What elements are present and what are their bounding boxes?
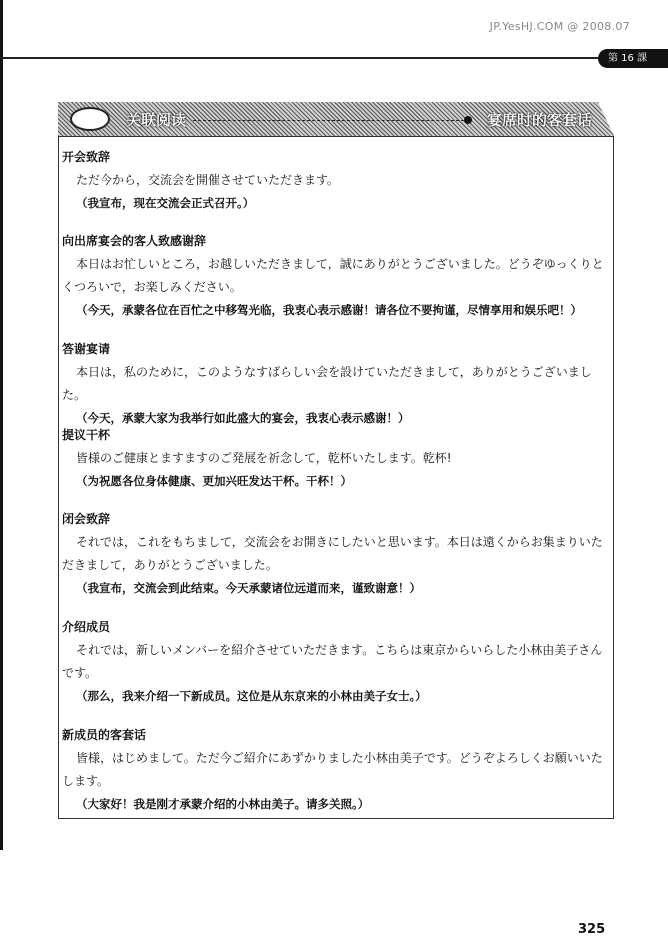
section-heading: 闭会致辞	[62, 512, 111, 526]
section-toast	[62, 424, 607, 493]
box-header	[58, 102, 614, 137]
japanese-text: 本日は，私のために，このようなすばらしい会を設けていただきまして，ありがとうございました。	[62, 365, 592, 402]
japanese-text: それでは，これをもちまして，交流会をお開きにしたいと思います。本日は遠くからお集まりいただきまして，ありがとうございました。	[62, 535, 603, 572]
dashed-divider	[193, 120, 464, 121]
chinese-translation: （我宣布，现在交流会正式召开。）	[76, 196, 255, 210]
japanese-text: それでは，新しいメンバーを紹介させていただきます。こちらは東京からいらした小林由美子さんです。	[62, 643, 603, 680]
page-number: 325	[578, 922, 606, 937]
japanese-text: 皆様のご健康とますますのご発展を祈念して，乾杯いたします。乾杯!	[76, 451, 452, 465]
section-reply-thanks	[62, 338, 607, 430]
section-heading: 向出席宴会的客人致感谢辞	[62, 234, 207, 248]
section-introduce-member	[62, 616, 607, 708]
chinese-translation: （大家好！我是刚才承蒙介绍的小林由美子。请多关照。）	[76, 797, 370, 811]
scan-edge	[0, 0, 3, 850]
japanese-text: ただ今から，交流会を開催させていただきます。	[76, 173, 340, 187]
lesson-tab: 第 16 課	[598, 49, 668, 68]
section-heading: 开会致辞	[62, 150, 111, 164]
japanese-text: 皆様，はじめまして。ただ今ご紹介にあずかりました小林由美子です。どうぞよろしくお願いいたします。	[62, 751, 603, 788]
box-title: 关联阅读	[126, 111, 187, 129]
chinese-translation: （今天，承蒙大家为我举行如此盛大的宴会，我衷心表示感谢！）	[76, 411, 410, 425]
page-fold-corner	[598, 102, 614, 136]
speech-bubble-icon	[70, 107, 110, 131]
section-opening	[62, 146, 607, 215]
section-heading: 介绍成员	[62, 620, 111, 634]
bullet-dot-icon	[464, 116, 472, 124]
section-heading: 答谢宴请	[62, 342, 111, 356]
box-subtitle: 宴席时的客套话	[486, 111, 592, 129]
chinese-translation: （今天，承蒙各位在百忙之中移驾光临，我衷心表示感谢！请各位不要拘谨，尽情享用和娱乐吧！）	[76, 303, 582, 317]
section-heading: 提议干杯	[62, 428, 111, 442]
chinese-translation: （我宣布，交流会到此结束。今天承蒙诸位远道而来，谨致谢意！）	[76, 581, 421, 595]
japanese-text: 本日はお忙しいところ，お越しいただきまして，誠にありがとうございました。どうぞゆっくりとくつろいで，お楽しみください。	[62, 257, 604, 294]
chinese-translation: （那么，我来介绍一下新成员。这位是从东京来的小林由美子女士。）	[76, 689, 427, 703]
watermark: JP.YesHJ.COM @ 2008.07	[489, 20, 630, 33]
section-closing	[62, 508, 607, 600]
section-heading: 新成员的客套话	[62, 728, 147, 742]
section-new-member-greeting	[62, 724, 607, 816]
chinese-translation: （为祝愿各位身体健康、更加兴旺发达干杯。干杯！）	[76, 474, 352, 488]
section-thanks-guests	[62, 230, 607, 322]
header-rule	[0, 57, 605, 59]
